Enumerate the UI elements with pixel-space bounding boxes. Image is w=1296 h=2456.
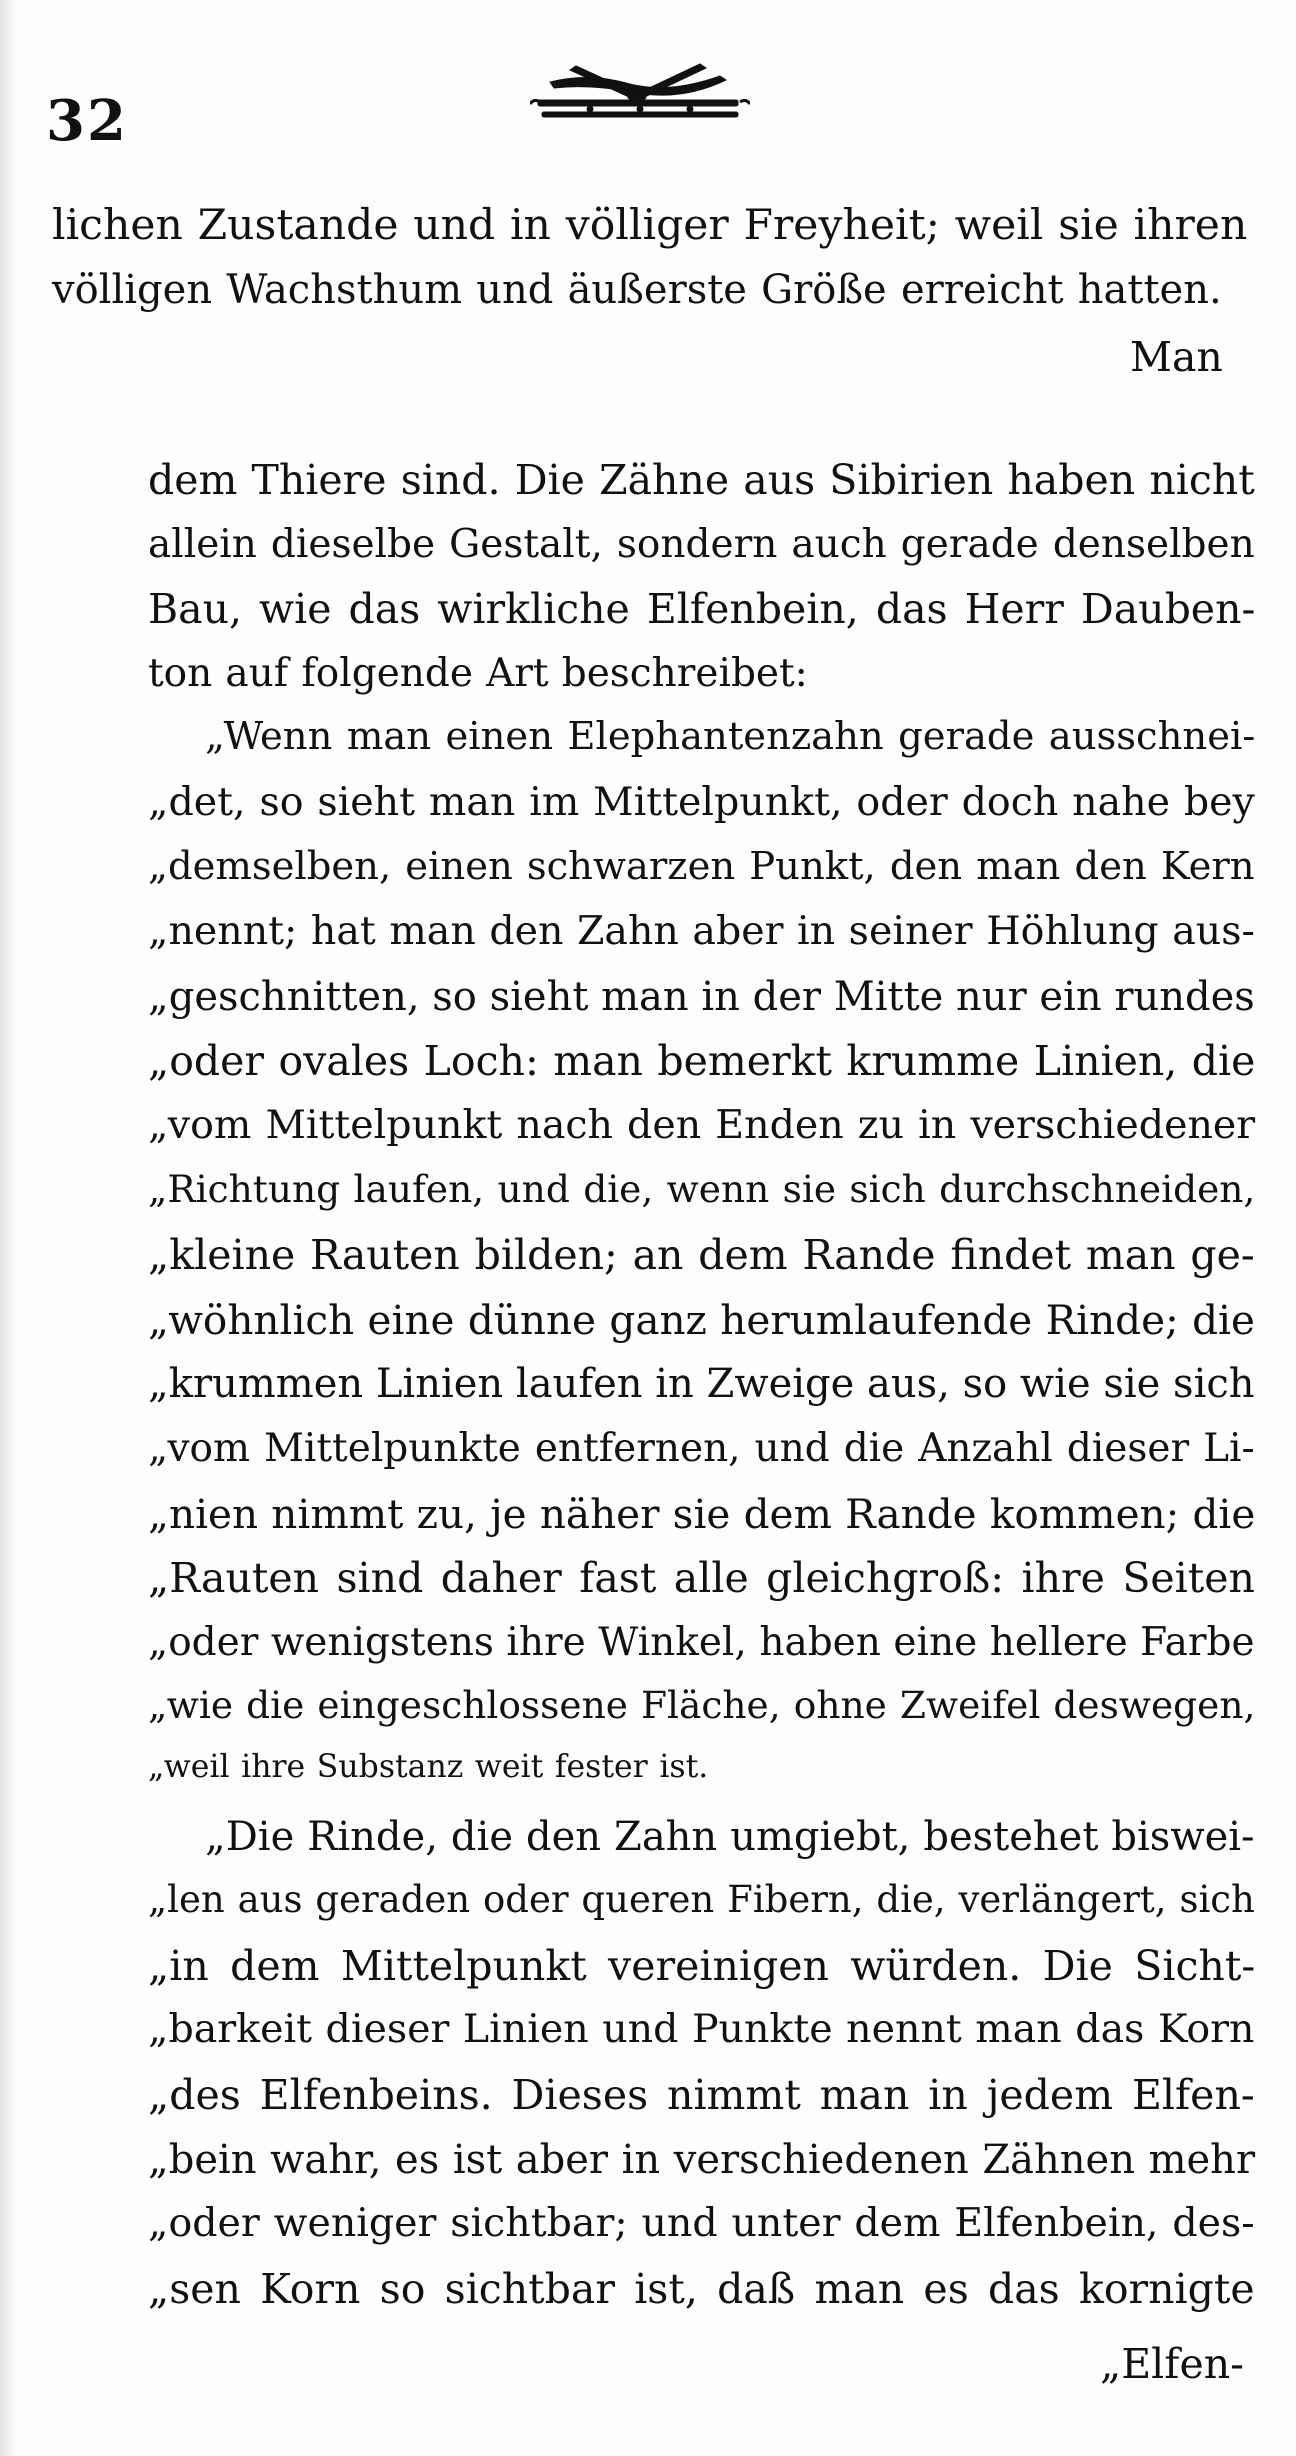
- footnote-line: „wöhnlich eine dünne ganz herumlaufende Rinde; die: [148, 1296, 1255, 1344]
- footnote-line: „nien nimmt zu, je näher sie dem Rande kommen; die: [148, 1490, 1256, 1538]
- footnote-line: „barkeit dieser Linien und Punkte nennt man das Korn: [148, 2006, 1255, 2052]
- footnote-line: dem Thiere sind. Die Zähne aus Sibirien haben nicht: [148, 456, 1255, 504]
- footnote-line: „oder ovales Loch: man bemerkt krumme Linien, die: [148, 1037, 1256, 1085]
- page-edge-shadow: [0, 0, 18, 2456]
- footnote-line: „in dem Mittelpunkt vereinigen würden. Die Sicht-: [148, 1942, 1256, 1990]
- footnote-line: „bein wahr, es ist aber in verschiedenen Zähnen mehr: [148, 2137, 1256, 2183]
- footnote-line: „sen Korn so sichtbar ist, daß man es das kornigte: [148, 2265, 1255, 2313]
- page-number: 32: [46, 88, 128, 154]
- footnote-line: „vom Mittelpunkt nach den Enden zu in verschiedener: [148, 1102, 1256, 1148]
- footnote-line: „oder weniger sichtbar; und unter dem Elfenbein, des-: [148, 2200, 1255, 2246]
- footnote-line: „oder wenigstens ihre Winkel, haben eine hellere Farbe: [148, 1620, 1255, 1665]
- footnote-line: „kleine Rauten bilden; an dem Rande findet man ge-: [148, 1231, 1255, 1279]
- footnote-line: „geschnitten, so sieht man in der Mitte nur ein rundes: [148, 974, 1255, 1020]
- footnote-catchword: „Elfen-: [1100, 2340, 1244, 2388]
- footnote-line: „Wenn man einen Elephantenzahn gerade ausschnei-: [205, 714, 1256, 759]
- footnote-line: allein dieselbe Gestalt, sondern auch gerade denselben: [148, 522, 1255, 567]
- footnote-line: „det, so sieht man im Mittelpunkt, oder doch nahe bey: [148, 779, 1255, 825]
- footnote-line: „des Elfenbeins. Dieses nimmt man in jedem Elfen-: [148, 2071, 1255, 2119]
- footnote-line: „vom Mittelpunkte entfernen, und die Anzahl dieser Li-: [148, 1426, 1255, 1471]
- footnote-line: „krummen Linien laufen in Zweige aus, so wie sie sich: [148, 1361, 1255, 1407]
- footnote-line: Bau, wie das wirkliche Elfenbein, das Herr Dauben-: [148, 585, 1256, 633]
- footnote-line: „len aus geraden oder queren Fibern, die, verlängert, sich: [148, 1878, 1255, 1921]
- footnote-line: „Die Rinde, die den Zahn umgiebt, bestehet biswei-: [205, 1814, 1255, 1860]
- footnote-line: „weil ihre Substanz weit fester ist.: [148, 1749, 709, 1785]
- text-line: völligen Wachsthum und äußerste Größe erreicht hatten.: [52, 267, 1222, 313]
- footnote-line: „Richtung laufen, und die, wenn sie sich durchschneiden,: [148, 1167, 1256, 1211]
- footnote-line: ton auf folgende Art beschreibet:: [148, 651, 808, 696]
- footnote-line: „Rauten sind daher fast alle gleichgroß: ihre Seiten: [148, 1554, 1255, 1602]
- printer-ornament-icon: [530, 62, 750, 132]
- footnote-line: „nennt; hat man den Zahn aber in seiner Höhlung aus-: [148, 908, 1255, 954]
- text-line: lichen Zustande und in völliger Freyheit; weil sie ihren: [52, 201, 1248, 250]
- footnote-line: „demselben, einen schwarzen Punkt, den man den Kern: [148, 844, 1255, 889]
- upper-catchword: Man: [1130, 333, 1223, 381]
- footnote-line: „wie die eingeschlossene Fläche, ohne Zweifel deswegen,: [148, 1683, 1256, 1727]
